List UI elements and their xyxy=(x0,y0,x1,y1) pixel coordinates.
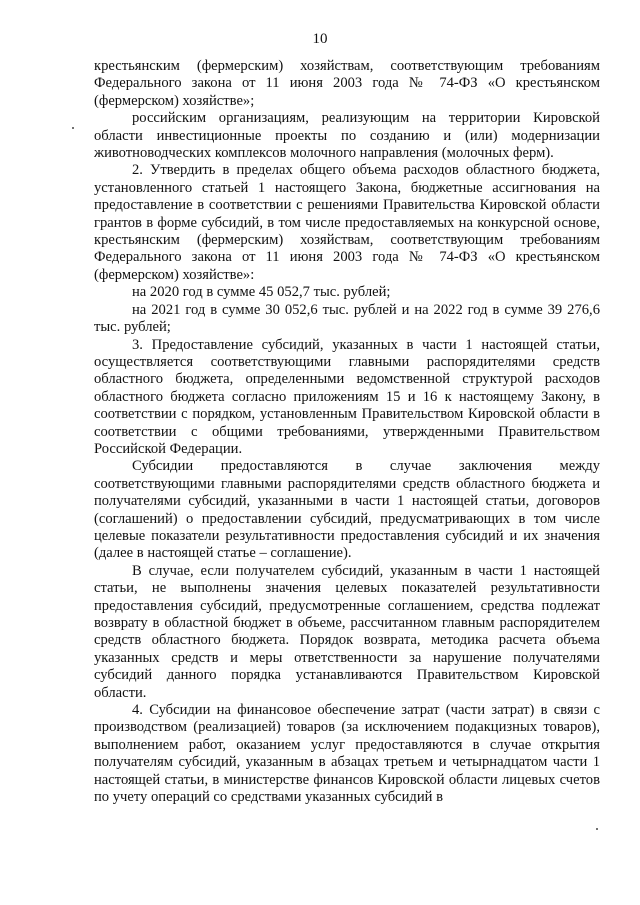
paragraph-farms-continued: крестьянским (фермерским) хозяйствам, соответствующим требованиям Федерального закона от 11 июня 2003 года № 74-ФЗ «О крестьянском (фермерском) хозяйстве»; xyxy=(94,58,600,109)
paragraph-item-4: 4. Субсидии на финансовое обеспечение затрат (части затрат) в связи с производством (реализацией) товаров (за исключением подакцизных товаров), выполнением работ, оказанием услуг предоставляются в случае открытия получателям субсидий, указанным в абзацах третьем и четырнадцатом части 1 настоящей статьи, в министерстве финансов Кировской области лицевых счетов по учету операций со средствами указанных субсидий в xyxy=(94,702,600,806)
document-body xyxy=(94,58,600,806)
scan-speck xyxy=(596,828,598,830)
scan-speck xyxy=(72,127,74,129)
paragraph-subsidies-agreement: Субсидии предоставляются в случае заключения между соответствующими главными распорядителями средств областного бюджета и получателями субсидий, указанными в части 1 настоящей статьи, договоров (соглашений) о предоставлении субсидий, предусматривающих в том числе целевые показатели результативности предоставления субсидий и их значения (далее в настоящей статье – соглашение). xyxy=(94,458,600,562)
paragraph-item-2: 2. Утвердить в пределах общего объема расходов областного бюджета, установленного статьей 1 настоящего Закона, бюджетные ассигнования на предоставление в соответствии с решениями Правительства Кировской области грантов в форме субсидий, в том числе предоставляемых на конкурсной основе, крестьянским (фермерским) хозяйствам, соответствующим требованиям Федерального закона от 11 июня 2003 года № 74-ФЗ «О крестьянском (фермерском) хозяйстве»: xyxy=(94,162,600,283)
paragraph-russian-organizations: российским организациям, реализующим на территории Кировской области инвестиционные проекты по созданию и (или) модернизации животноводческих комплексов молочного направления (молочных ферм). xyxy=(94,110,600,162)
paragraph-amount-2021-2022: на 2021 год в сумме 30 052,6 тыс. рублей и на 2022 год в сумме 39 276,6 тыс. рублей; xyxy=(94,301,600,336)
paragraph-amount-2020: на 2020 год в сумме 45 052,7 тыс. рублей; xyxy=(132,284,391,301)
paragraph-item-3: 3. Предоставление субсидий, указанных в части 1 настоящей статьи, осуществляется соответствующими главными распорядителями средств областного бюджета, определенными ведомственной структурой расходов областного бюджета согласно приложениям 15 и 16 к настоящему Закону, в соответствии с порядком, установленным Правительством Кировской области в соответствии с общими требованиями, утвержденными Правительством Российской Федерации. xyxy=(94,336,600,457)
paragraph-refund-terms: В случае, если получателем субсидий, указанным в части 1 настоящей статьи, не выполнены значения целевых показателей результативности предоставления субсидий, предусмотренные соглашением, средства подлежат возврату в областной бюджет в объеме, рассчитанном главным распорядителем средств областного бюджета. Порядок возврата, методика расчета объема указанных средств и меры ответственности за нарушение получателями субсидий данного порядка устанавливаются Правительством Кировской области. xyxy=(94,562,600,701)
page-number: 10 xyxy=(312,31,328,47)
